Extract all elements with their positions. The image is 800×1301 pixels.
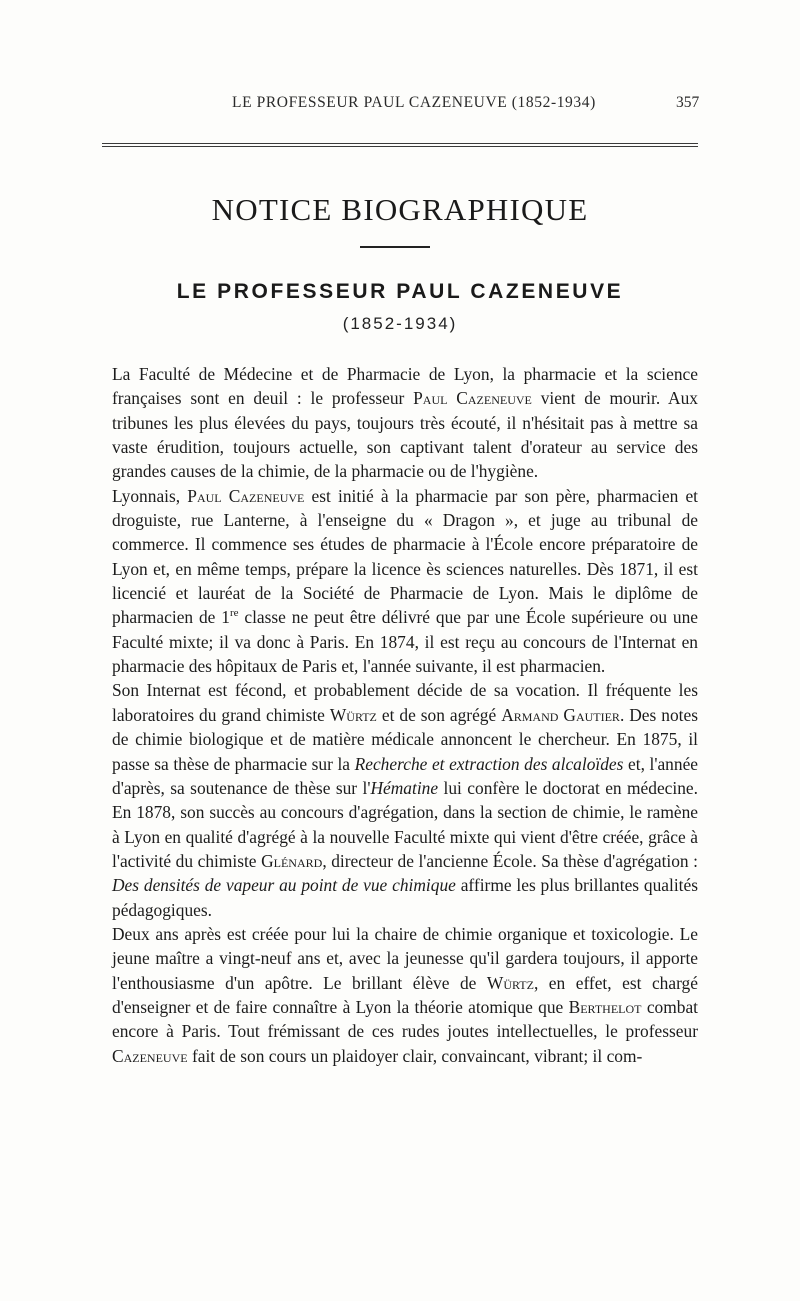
running-head: [0, 88, 800, 118]
p1-text-a: La Faculté de Médecine et de Pharmacie de Lyon, la pharmacie et la science françaises sont en deuil : le professeur: [112, 364, 698, 409]
p4-person-berthelot: Berthelot: [568, 996, 642, 1017]
p3-text-c: . Des notes de chimie biologique et de matière médicale annoncent le chercheur. En 1875, il passe sa thèse de pharmacie sur la: [112, 704, 698, 774]
p4-person-wurtz: Würtz: [486, 972, 534, 993]
paragraph-1: [112, 362, 698, 484]
p1-person-name: Paul Cazeneuve: [413, 388, 532, 409]
p3-text-f: , directeur de l'ancienne École. Sa thèse d'agrégation :: [322, 850, 698, 871]
paragraph-4: [112, 922, 698, 1068]
p3-thesis-title: Recherche et extraction des alcaloïdes: [354, 753, 624, 774]
p2-person-name: Paul Cazeneuve: [187, 485, 305, 506]
paragraph-2: [112, 484, 698, 679]
notice-title: NOTICE BIOGRAPHIQUE: [211, 192, 589, 227]
paragraph-3: [112, 678, 698, 921]
p3-text-g: affirme les plus brillantes qualités pédagogiques.: [112, 875, 698, 920]
p3-person-wurtz: Würtz: [329, 704, 377, 725]
p2-text-a: Lyonnais,: [112, 485, 181, 506]
p4-text-c: combat encore à Paris. Tout frémissant de ces rudes joutes intellectuelles, le professeur: [112, 996, 698, 1042]
p4-person-cazeneuve: Cazeneuve: [112, 1045, 188, 1066]
p2-text-c: classe ne peut être délivré que par une École supérieure ou une Faculté mixte; il va donc à Paris. En 1874, il est reçu au concours de l'Internat en pharmacie des hôpitaux de Paris et, l'année suivante, il est pharmacien.: [112, 607, 698, 677]
p4-text-d: fait de son cours un plaidoyer clair, convaincant, vibrant; il com-: [191, 1045, 643, 1066]
p3-person-gautier: Armand Gautier: [501, 704, 620, 725]
p3-text-d: et, l'année d'après, sa soutenance de thèse sur l': [112, 753, 699, 798]
title-separator: [360, 246, 430, 248]
subject-dates: (1852-1934): [342, 314, 458, 333]
header-double-rule: [102, 143, 698, 147]
article-body: [112, 362, 698, 1068]
p1-text-b: vient de mourir. Aux tribunes les plus élevées du pays, toujours très écouté, il n'hésitait pas à mettre sa vaste érudition, toujours actuelle, son captivant talent d'orateur au service des grandes causes de la chimie, de la pharmacie ou de l'hygiène.: [112, 388, 698, 482]
page-number: 357: [676, 94, 700, 111]
p2-superscript: re: [229, 607, 239, 620]
subject-title: LE PROFESSEUR PAUL CAZENEUVE: [176, 280, 624, 303]
p3-text-e: lui confère le doctorat en médecine. En 1878, son succès au concours d'agrégation, dans la section de chimie, le ramène à Lyon en qualité d'agrégé à la nouvelle Faculté mixte qui vient d'être créée, grâce à l'activité du chimiste: [112, 777, 698, 871]
running-head-title: LE PROFESSEUR PAUL CAZENEUVE (1852-1934): [232, 94, 596, 111]
p3-person-glenard: Glénard: [261, 850, 323, 871]
p3-agregation-thesis: Des densités de vapeur au point de vue chimique: [112, 875, 456, 896]
p2-text-b: est initié à la pharmacie par son père, pharmacien et droguiste, rue Lanterne, à l'enseigne du « Dragon », et juge au tribunal de commerce. Il commence ses études de pharmacie à l'École encore préparatoire de Lyon et, en même temps, prépare la licence ès sciences naturelles. Dès 1871, il est licencié et lauréat de la Société de Pharmacie de Lyon. Mais le diplôme de pharmacien de 1: [112, 485, 699, 628]
p3-text-b: et de son agrégé: [381, 704, 497, 725]
p4-text-a: Deux ans après est créée pour lui la chaire de chimie organique et toxicologie. Le jeune maître a vingt-neuf ans et, avec la jeunesse qu'il gardera toujours, il apporte l'enthousiasme d'un apôtre. Le brillant élève de: [112, 923, 698, 993]
p3-hematine: Hématine: [370, 777, 439, 798]
p3-text-a: Son Internat est fécond, et probablement décide de sa vocation. Il fréquente les laboratoires du grand chimiste: [112, 680, 698, 725]
p4-text-b: , en effet, est chargé d'enseigner et de faire connaître à Lyon la théorie atomique que: [112, 972, 698, 1017]
